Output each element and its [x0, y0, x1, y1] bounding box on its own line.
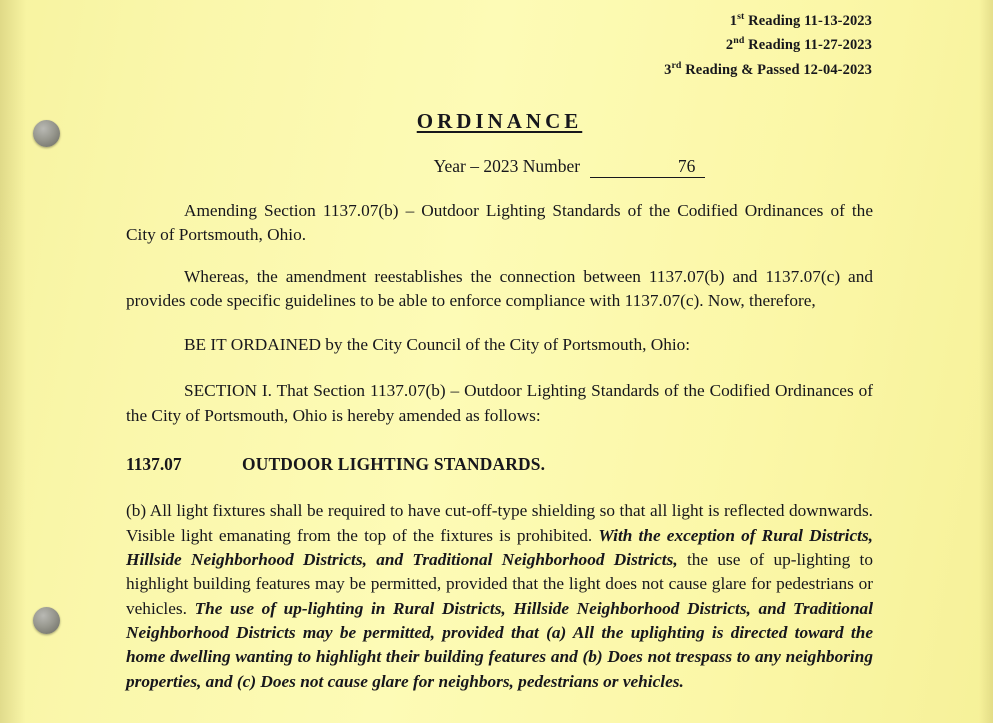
paragraph-subsection-b	[126, 499, 873, 693]
subsection-emphasis-2: The use of up-lighting in Rural Districts, Hillside Neighborhood Districts, and Traditional Neighborhood Districts may be permitted, provided that (a) All the uplighting is directed toward the home dwelling wanting to highlight their building features and (b) Does not trespass to any neighboring properties, and (c) Does not cause glare for neighbors, pedestrians or vehicles.	[126, 598, 874, 691]
subsection-text-2: the use of up-lighting to highlight building features may be permitted, provided that the light does not cause glare for pedestrians or vehicles.	[126, 550, 873, 618]
section-number: 1137.07	[126, 454, 182, 475]
reading-text-1: Reading 11-13-2023	[744, 12, 872, 29]
ordinal-suffix-2: nd	[733, 35, 745, 47]
reading-line-1: 1st Reading 11-13-2023	[729, 11, 872, 29]
subsection-text-1: All light fixtures shall be required to have cut-off-type shielding so that all light is reflected downwards. Visible light emanating from the top of the fixtures is prohibited.	[126, 501, 873, 545]
ordinal-suffix-3: rd	[671, 59, 682, 71]
ordinal-suffix-1: st	[737, 11, 745, 22]
paragraph-section-one: SECTION I. That Section 1137.07(b) – Outdoor Lighting Standards of the Codified Ordinances of the City of Portsmouth, Ohio is hereby amended as follows:	[126, 381, 873, 425]
paragraph-be-it-ordained: BE IT ORDAINED by the City Council of the City of Portsmouth, Ohio:	[184, 334, 691, 354]
section-title: OUTDOOR LIGHTING STANDARDS.	[242, 454, 546, 475]
paragraph-whereas: Whereas, the amendment reestablishes the connection between 1137.07(b) and 1137.07(c) and provides code specific guidelines to be able to enforce compliance with 1137.07(c). Now, therefore,	[126, 266, 873, 311]
subsection-emphasis-1: With the exception of Rural Districts, Hillside Neighborhood Districts, and Traditional Neighborhood Districts,	[126, 525, 874, 570]
reading-text-3: Reading & Passed 12-04-2023	[681, 61, 872, 78]
reading-dates	[126, 0, 873, 80]
reading-line-2: 2nd Reading 11-27-2023	[725, 35, 872, 54]
ordinance-number: 76	[590, 156, 705, 178]
reading-text-2: Reading 11-27-2023	[744, 37, 872, 54]
reading-line-3: 3rd Reading & Passed 12-04-2023	[664, 59, 872, 78]
section-heading	[126, 454, 873, 475]
paragraph-amending: Amending Section 1137.07(b) – Outdoor Lighting Standards of the Codified Ordinances of the City of Portsmouth, Ohio.	[126, 200, 873, 245]
subsection-label: (b)	[126, 501, 147, 521]
year-number-line	[126, 156, 873, 178]
page-title: ORDINANCE	[416, 108, 583, 133]
year-label: Year – 2023 Number	[433, 155, 581, 176]
